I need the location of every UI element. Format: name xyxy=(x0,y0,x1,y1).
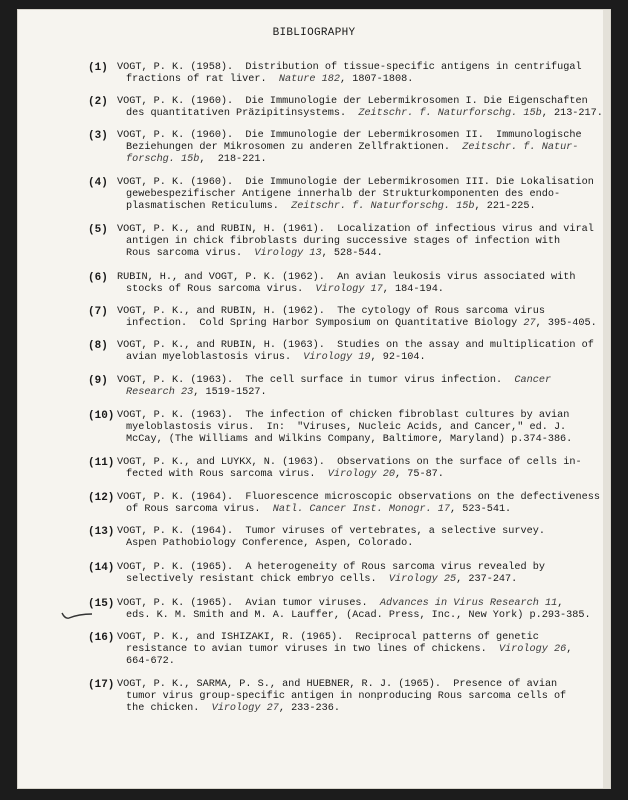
citation-text: VOGT, P. K. (1964). Tumor viruses of vertebrates, a selective survey. xyxy=(117,526,545,537)
citation-text: antigen in chick fibroblasts during successive stages of infection with xyxy=(126,236,561,248)
citation-text: , 92-104. xyxy=(370,352,426,364)
entry-line xyxy=(117,224,594,236)
citation-text: VOGT, P. K., SARMA, P. S., and HUEBNER, R. J. (1965). Presence of avian xyxy=(117,679,558,690)
citation-journal: Cancer xyxy=(514,375,552,386)
entry-line xyxy=(117,306,577,318)
citation-text: , 523-541. xyxy=(450,504,512,516)
entry-line xyxy=(126,142,586,154)
citation-text: plasmatischen Reticulums. xyxy=(126,201,292,213)
entry-line xyxy=(126,74,586,86)
handwritten-check-mark xyxy=(60,607,94,621)
citation-text: McCay, (The Williams and Wilkins Company, Baltimore, Maryland) p.374-386. xyxy=(126,434,573,446)
citation-text: , 184-194. xyxy=(382,284,444,296)
citation-text: VOGT, P. K., and LUYKX, N. (1963). Observations on the surface of cells in- xyxy=(117,457,582,468)
entry-line xyxy=(126,236,586,248)
citation-journal: Virology 20 xyxy=(327,469,395,481)
entry-line xyxy=(117,130,582,142)
citation-text: , 1519-1527. xyxy=(193,387,267,399)
citation-text: 664-672. xyxy=(126,656,175,668)
entry-line xyxy=(126,434,586,446)
citation-journal: Virology 19 xyxy=(303,352,371,364)
entry-line xyxy=(126,610,591,622)
entry-line xyxy=(126,644,586,656)
entry-line xyxy=(117,562,577,574)
entry-line xyxy=(126,352,586,364)
citation-text: VOGT, P. K. (1964). Fluorescence microscopic observations on the defectiveness xyxy=(117,492,600,503)
entry-number: (8) xyxy=(88,340,108,352)
citation-text: Beziehungen der Mikrosomen zu anderen Zellfraktionen. xyxy=(126,142,463,154)
entry-line xyxy=(117,272,577,284)
citation-text: tumor virus group-specific antigen in nonproducing Rous sarcoma cells of xyxy=(126,691,567,703)
citation-text: infection. Cold Spring Harbor Symposium on Quantitative Biology xyxy=(126,318,524,330)
entry-line xyxy=(117,375,577,387)
entry-line xyxy=(126,656,586,668)
citation-text: VOGT, P. K. (1963). The infection of chicken fibroblast cultures by avian xyxy=(117,410,570,421)
entry-line xyxy=(126,691,586,703)
citation-journal: Zeitschr. f. Natur- xyxy=(462,142,579,154)
entry-line xyxy=(117,410,577,422)
entry-line xyxy=(126,108,603,120)
entry-line xyxy=(117,62,582,74)
citation-text: , 233-236. xyxy=(278,703,340,715)
entry-line xyxy=(126,189,586,201)
citation-journal: Research 23 xyxy=(126,387,194,399)
entry-number: (4) xyxy=(88,177,108,189)
citation-text: VOGT, P. K., and RUBIN, H. (1962). The cytology of Rous sarcoma virus xyxy=(117,306,545,317)
entry-number: (10) xyxy=(88,410,115,422)
citation-text: , 221-225. xyxy=(474,201,536,213)
entry-line xyxy=(117,679,577,691)
citation-text: des quantitativen Präzipitinsystems. xyxy=(126,108,359,120)
citation-journal: 27 xyxy=(523,318,536,330)
citation-text: myeloblastosis virus. In: "Viruses, Nucleic Acids, and Cancer," ed. J. xyxy=(126,422,567,434)
entry-line xyxy=(126,422,586,434)
citation-journal: Advances in Virus Research 11 xyxy=(379,598,558,609)
entry-number: (12) xyxy=(88,492,115,504)
citation-text: the chicken. xyxy=(126,703,212,715)
citation-journal: Virology 13 xyxy=(254,248,322,260)
entry-number: (3) xyxy=(88,130,108,142)
citation-text: VOGT, P. K. (1963). The cell surface in tumor virus infection. xyxy=(117,375,515,386)
entry-line xyxy=(117,492,600,504)
citation-journal: Zeitschr. f. Naturforschg. 15b xyxy=(291,201,475,213)
entry-line xyxy=(117,340,594,352)
entry-line xyxy=(126,574,586,586)
entry-number: (11) xyxy=(88,457,115,469)
entry-line xyxy=(117,632,577,644)
citation-text: avian myeloblastosis virus. xyxy=(126,352,304,364)
citation-text: stocks of Rous sarcoma virus. xyxy=(126,284,316,296)
entry-line xyxy=(126,318,597,330)
citation-text: , 528-544. xyxy=(321,248,383,260)
citation-text: Rous sarcoma virus. xyxy=(126,248,255,260)
citation-text: resistance to avian tumor viruses in two lines of chickens. xyxy=(126,644,499,656)
entry-number: (9) xyxy=(88,375,108,387)
citation-text: , xyxy=(566,644,573,656)
citation-text: VOGT, P. K., and RUBIN, H. (1961). Localization of infectious virus and viral xyxy=(117,224,594,235)
entry-number: (6) xyxy=(88,272,108,284)
citation-text: VOGT, P. K., and RUBIN, H. (1963). Studies on the assay and multiplication of xyxy=(117,340,594,351)
citation-text: , 213-217. xyxy=(541,108,603,120)
entry-number: (15) xyxy=(88,598,115,610)
citation-journal: Zeitschr. f. Naturforschg. 15b xyxy=(358,108,542,120)
citation-journal: Virology 27 xyxy=(211,703,279,715)
citation-text: , 218-221. xyxy=(199,154,267,166)
entry-line xyxy=(126,201,586,213)
citation-text: , xyxy=(557,598,564,609)
entry-number: (7) xyxy=(88,306,108,318)
entry-line xyxy=(117,598,577,610)
citation-journal: Virology 17 xyxy=(315,284,383,296)
entry-number: (5) xyxy=(88,224,108,236)
page-title: BIBLIOGRAPHY xyxy=(272,27,356,39)
entry-number: (16) xyxy=(88,632,115,644)
entry-number: (2) xyxy=(88,96,108,108)
citation-journal: Natl. Cancer Inst. Monogr. 17 xyxy=(272,504,451,516)
entry-line xyxy=(126,284,586,296)
citation-text: Aspen Pathobiology Conference, Aspen, Colorado. xyxy=(126,538,414,550)
citation-text: fractions of rat liver. xyxy=(126,74,279,86)
citation-text: VOGT, P. K. (1960). Die Immunologie der Lebermikrosomen II. Immunologische xyxy=(117,130,582,141)
entry-line xyxy=(126,538,586,550)
citation-text: VOGT, P. K. (1960). Die Immunologie der Lebermikrosomen I. Die Eigenschaften xyxy=(117,96,588,107)
entry-line xyxy=(117,177,594,189)
citation-text: gewebespezifischer Antigene innerhalb der Strukturkomponenten des endo- xyxy=(126,189,561,201)
citation-text: eds. K. M. Smith and M. A. Lauffer, (Acad. Press, Inc., New York) p.293-385. xyxy=(126,610,591,622)
citation-text: VOGT, P. K. (1960). Die Immunologie der Lebermikrosomen III. Die Lokalisation xyxy=(117,177,594,188)
entry-number: (1) xyxy=(88,62,108,74)
citation-text: VOGT, P. K., and ISHIZAKI, R. (1965). Reciprocal patterns of genetic xyxy=(117,632,539,643)
entry-line xyxy=(126,154,586,166)
entry-line xyxy=(126,248,586,260)
entry-line xyxy=(117,457,582,469)
entry-line xyxy=(126,504,586,516)
citation-text: , 237-247. xyxy=(456,574,518,586)
document-page xyxy=(18,10,610,788)
entry-line xyxy=(117,96,588,108)
citation-text: RUBIN, H., and VOGT, P. K. (1962). An avian leukosis virus associated with xyxy=(117,272,576,283)
citation-text: VOGT, P. K. (1965). Avian tumor viruses. xyxy=(117,598,380,609)
citation-text: VOGT, P. K. (1958). Distribution of tissue-specific antigens in centrifugal xyxy=(117,62,582,73)
citation-text: fected with Rous sarcoma virus. xyxy=(126,469,328,481)
citation-text: , 75-87. xyxy=(395,469,444,481)
citation-text: , 1807-1808. xyxy=(339,74,414,86)
entry-number: (14) xyxy=(88,562,115,574)
citation-text: VOGT, P. K. (1965). A heterogeneity of Rous sarcoma virus revealed by xyxy=(117,562,545,573)
entry-line xyxy=(126,387,586,399)
citation-journal: Virology 25 xyxy=(388,574,457,586)
citation-text: , 395-405. xyxy=(535,318,597,330)
entry-line xyxy=(117,526,577,538)
entry-line xyxy=(126,703,586,715)
citation-text: selectively resistant chick embryo cells. xyxy=(126,574,389,586)
citation-text: of Rous sarcoma virus. xyxy=(126,504,273,516)
citation-journal: Nature 182 xyxy=(278,74,340,86)
citation-journal: Virology 26 xyxy=(498,644,567,656)
entry-line xyxy=(126,469,586,481)
entry-number: (17) xyxy=(88,679,115,691)
entry-number: (13) xyxy=(88,526,115,538)
citation-journal: forschg. 15b xyxy=(126,154,200,166)
